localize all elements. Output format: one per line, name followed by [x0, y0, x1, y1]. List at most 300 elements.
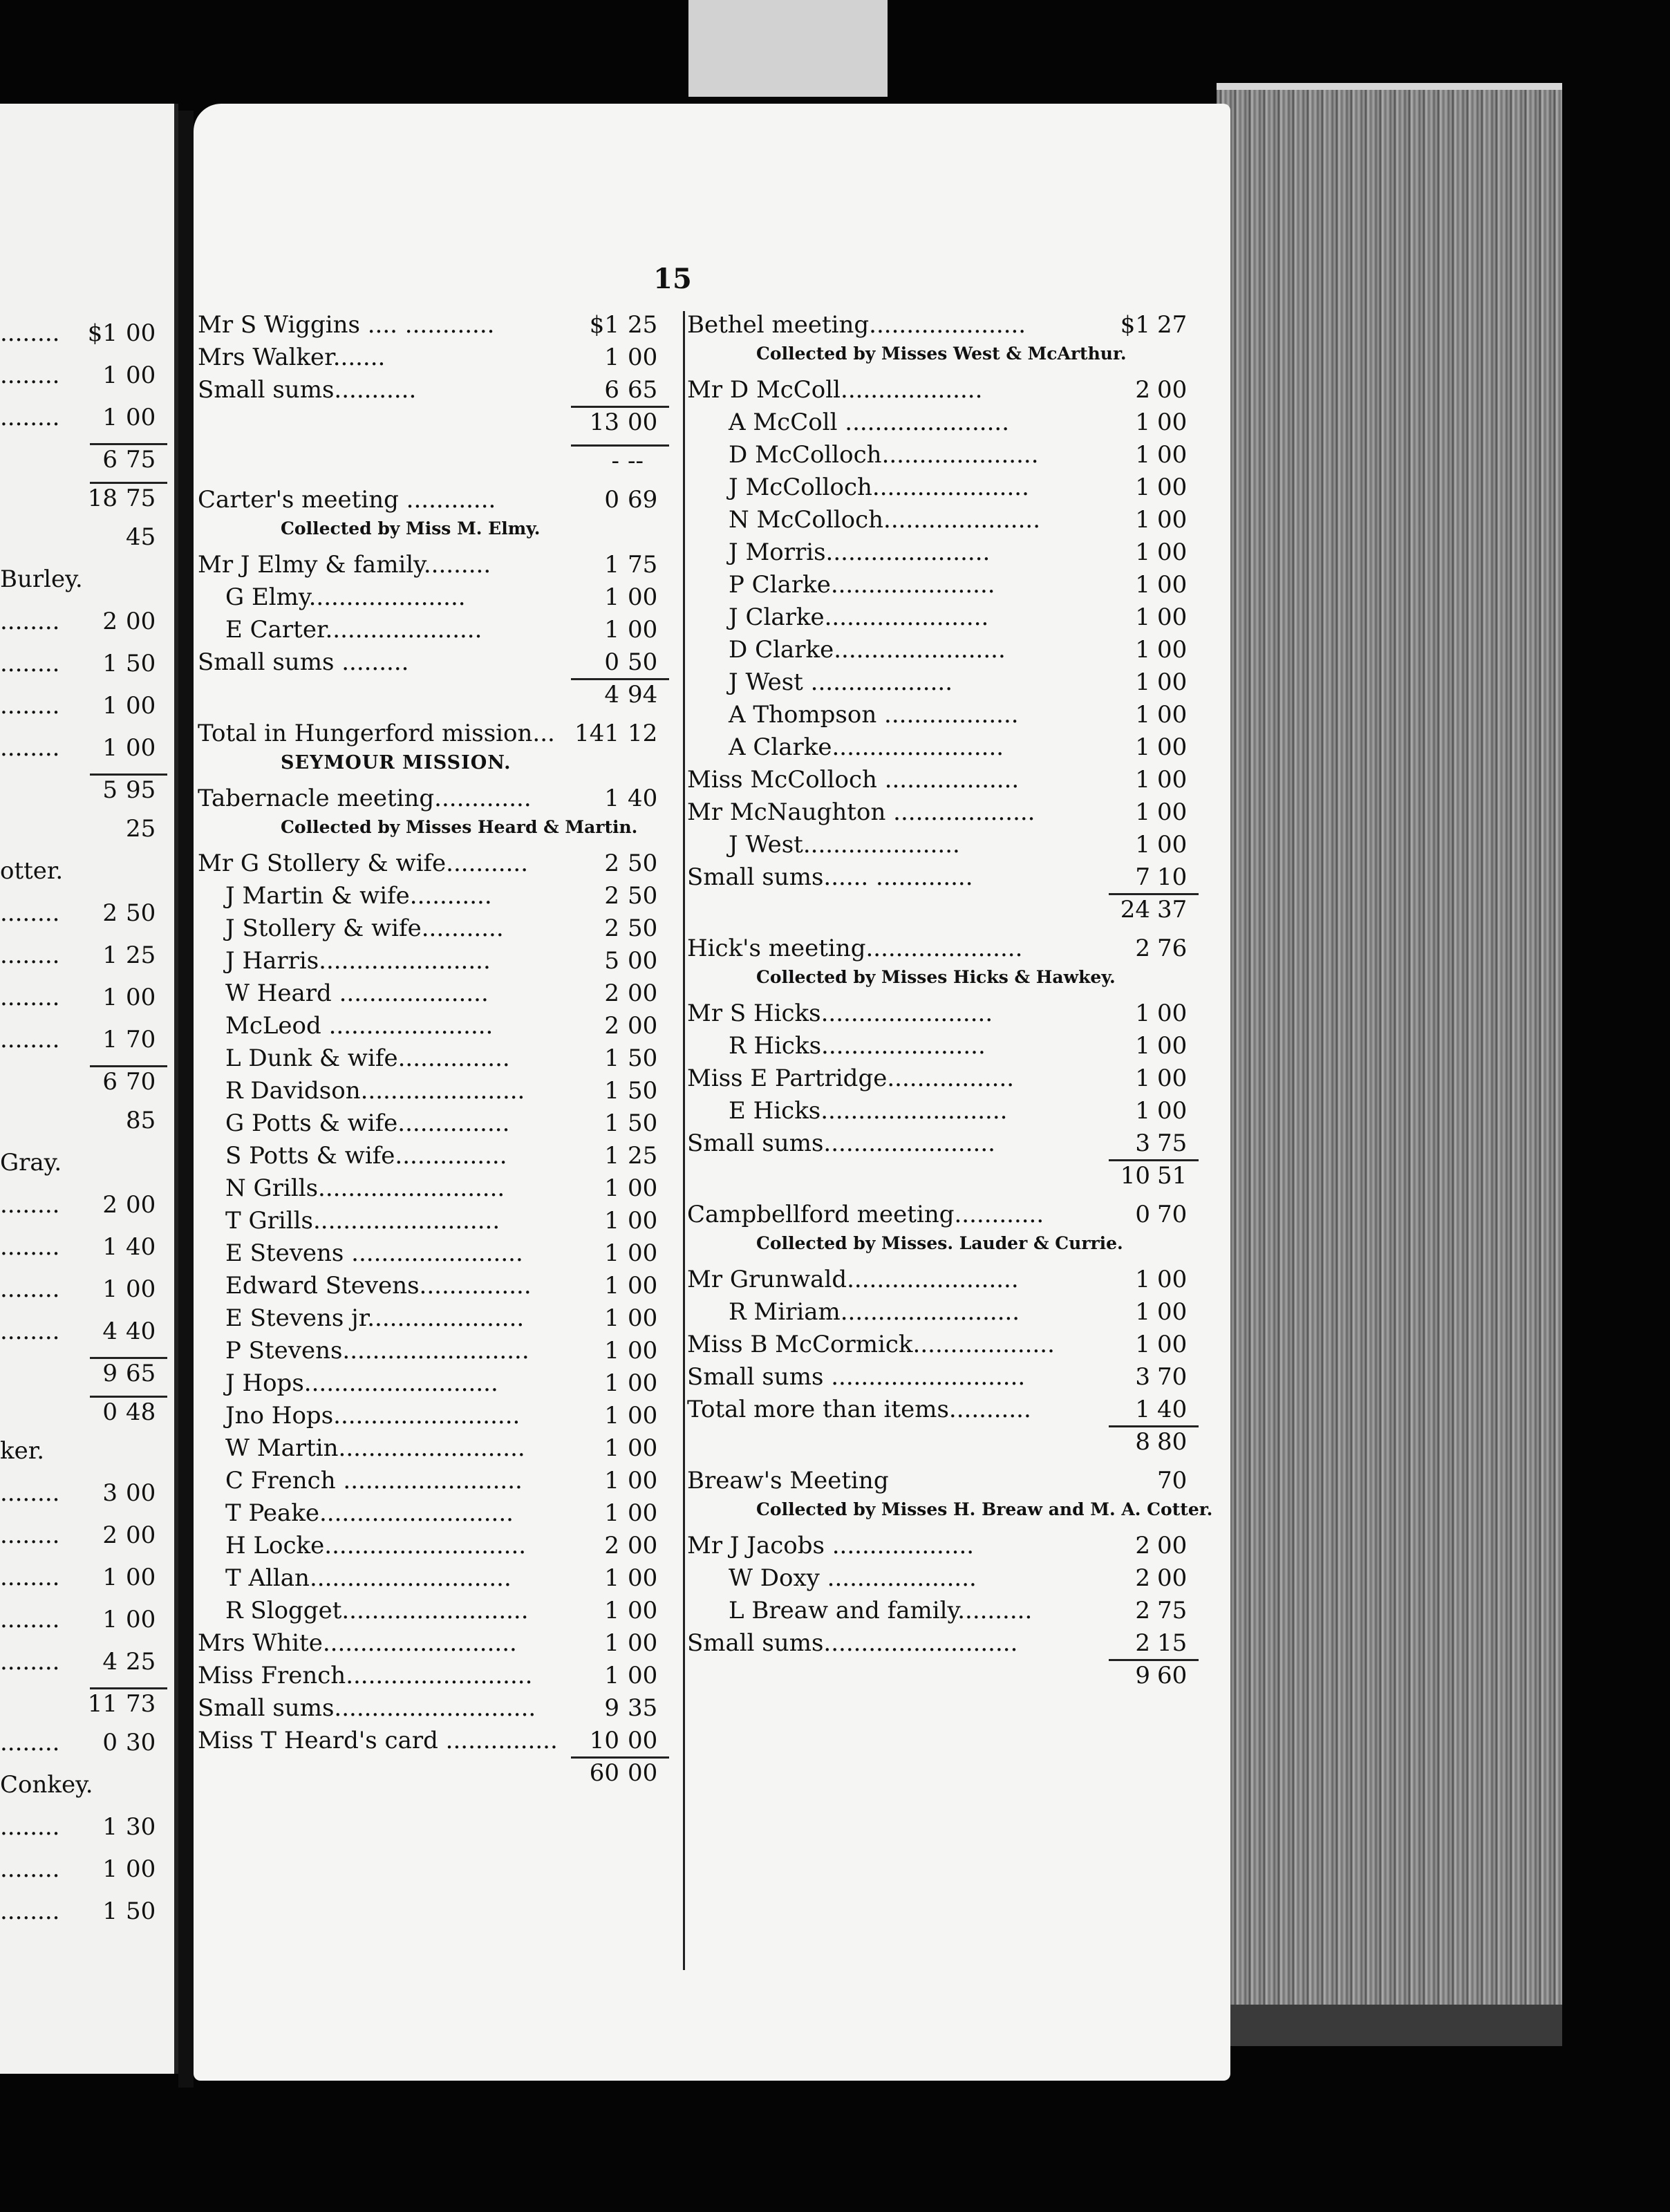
- column-divider: [683, 311, 685, 1970]
- entry-row: [687, 1097, 1199, 1130]
- amount-cents: 00: [1157, 1266, 1188, 1293]
- amount-cents: 40: [628, 785, 658, 812]
- sum-rule: [571, 444, 669, 447]
- amount-dollars: 1: [604, 616, 619, 644]
- entry-row: [0, 1855, 166, 1888]
- entry-label: W Doxy ....................: [729, 1564, 977, 1592]
- amount-dollars: -: [611, 447, 619, 475]
- entry-row: [198, 1207, 682, 1240]
- amount-dollars: 10: [589, 1727, 619, 1754]
- entry-label: A McColl ......................: [729, 409, 1010, 436]
- entry-label: J McColloch.....................: [729, 474, 1029, 501]
- amount-dollars: 2: [604, 1012, 619, 1040]
- amount-dollars: 1: [1135, 571, 1150, 599]
- amount-cents: 00: [628, 616, 658, 644]
- entry-label: Collected by Misses. Lauder & Currie.: [756, 1233, 1123, 1253]
- entry-row: [687, 1629, 1199, 1662]
- entry-row: [198, 1402, 682, 1435]
- entry-label: T Allan...........................: [225, 1564, 512, 1592]
- amount-cents: 00: [628, 1304, 658, 1332]
- subtotal-row: [687, 1662, 1199, 1695]
- sum-rule: [90, 774, 167, 776]
- amount-dollars: 1: [1135, 1298, 1150, 1326]
- amount-cents: 00: [126, 1606, 156, 1633]
- amount-cents: 50: [628, 1044, 658, 1072]
- amount-cents: 00: [628, 1012, 658, 1040]
- entry-row: [687, 1467, 1199, 1500]
- entry-row: [198, 1109, 682, 1143]
- entry-row: [687, 1032, 1199, 1065]
- amount-cents: 65: [126, 1360, 156, 1387]
- subtotal-row: [687, 896, 1199, 929]
- amount-dollars: 1: [604, 1142, 619, 1170]
- amount-dollars: 1: [604, 1272, 619, 1300]
- amount-cents: 00: [1157, 733, 1188, 761]
- subtotal-row: [198, 447, 682, 480]
- amount-cents: 40: [126, 1318, 156, 1345]
- entry-row: [687, 733, 1199, 767]
- sum-rule: [1109, 1425, 1199, 1427]
- entry-row: [0, 1729, 166, 1762]
- amount-dollars: 1: [604, 1662, 619, 1689]
- amount-dollars: 2: [604, 1532, 619, 1559]
- entry-label: W Martin.........................: [225, 1434, 525, 1462]
- amount-dollars: 1: [1135, 603, 1150, 631]
- amount-cents: 45: [126, 523, 156, 551]
- amount-dollars: 9: [604, 1694, 619, 1722]
- entry-label: Small sums...........................: [198, 1694, 536, 1722]
- amount-cents: 65: [628, 376, 658, 404]
- amount-dollars: 2: [604, 915, 619, 942]
- page-number: 15: [653, 263, 692, 295]
- entry-row: [198, 1564, 682, 1597]
- entry-label: SEYMOUR MISSION.: [281, 752, 512, 774]
- entry-label: T Grills.........................: [225, 1207, 500, 1235]
- amount-cents: 40: [126, 1233, 156, 1261]
- entry-row: [687, 1532, 1199, 1565]
- entry-label: R Davidson......................: [225, 1077, 525, 1105]
- entry-row: [687, 1201, 1199, 1234]
- collector-heading: [687, 1499, 1213, 1533]
- entry-row: [198, 915, 682, 948]
- amount-dollars: 1: [1135, 1396, 1150, 1423]
- entry-label: ........: [0, 941, 60, 969]
- amount-cents: 37: [1157, 896, 1188, 924]
- amount-cents: 30: [126, 1813, 156, 1841]
- amount-cents: 25: [126, 815, 156, 843]
- entry-row: [0, 1275, 166, 1309]
- sum-rule: [90, 1065, 167, 1067]
- subtotal-row: [687, 1162, 1199, 1195]
- amount-cents: 51: [1157, 1162, 1188, 1190]
- bookmark-tab: [688, 0, 888, 97]
- amount-dollars: 1: [1135, 701, 1150, 729]
- amount-cents: 00: [1157, 474, 1188, 501]
- entry-label: Collected by Misses West & McArthur.: [756, 344, 1127, 364]
- subtotal-row: [0, 776, 166, 809]
- entry-row: [687, 636, 1199, 669]
- entry-label: Tabernacle meeting.............: [198, 785, 532, 812]
- entry-label: Miss McColloch ..................: [687, 766, 1020, 794]
- amount-cents: 75: [628, 551, 658, 579]
- amount-cents: 00: [1157, 798, 1188, 826]
- entry-label: J Martin & wife...........: [225, 882, 492, 910]
- sum-rule: [90, 1396, 167, 1398]
- amount-dollars: 3: [1135, 1130, 1150, 1157]
- amount-cents: 00: [628, 1759, 658, 1787]
- amount-dollars: 2: [102, 1521, 118, 1549]
- entry-row: [687, 474, 1199, 507]
- amount-dollars: 1: [1135, 733, 1150, 761]
- entry-label: ........: [0, 1897, 60, 1925]
- entry-label: Small sums...........: [198, 376, 417, 404]
- entry-row: [0, 319, 166, 353]
- amount-cents: 00: [126, 1275, 156, 1303]
- amount-cents: 00: [628, 947, 658, 975]
- entry-row: [687, 1564, 1199, 1597]
- entry-row: [687, 506, 1199, 539]
- entry-row: [198, 616, 682, 649]
- entry-row: [198, 486, 682, 519]
- entry-row: [198, 1434, 682, 1468]
- entry-label: E Stevens .......................: [225, 1239, 523, 1267]
- amount-dollars: 1: [604, 1564, 619, 1592]
- amount-dollars: 1: [102, 941, 118, 969]
- entry-row: [0, 941, 166, 975]
- entry-row: [198, 583, 682, 617]
- entry-row: [687, 1130, 1199, 1163]
- amount-cents: 00: [628, 980, 658, 1007]
- entry-label: ........: [0, 734, 60, 762]
- amount-cents: 50: [628, 1109, 658, 1137]
- entry-label: E Hicks.........................: [729, 1097, 1008, 1125]
- entry-label: Burley.: [0, 565, 83, 593]
- amount-dollars: 1: [1135, 474, 1150, 501]
- entry-row: [198, 551, 682, 584]
- entry-row: [0, 899, 166, 932]
- amount-dollars: $1: [1120, 311, 1150, 339]
- amount-dollars: 2: [1135, 1597, 1150, 1624]
- sum-rule: [1109, 1659, 1199, 1661]
- entry-row: [0, 1437, 166, 1470]
- entry-row: [0, 650, 166, 683]
- entry-label: Mrs Walker.......: [198, 344, 386, 371]
- amount-cents: 00: [126, 404, 156, 431]
- amount-cents: 00: [628, 1207, 658, 1235]
- entry-label: R Hicks......................: [729, 1032, 986, 1060]
- entry-row: [0, 608, 166, 641]
- amount-cents: 94: [628, 681, 658, 709]
- amount-dollars: $1: [87, 319, 118, 347]
- amount-dollars: 7: [1135, 863, 1150, 891]
- subtotal-row: [198, 681, 682, 714]
- sum-rule: [90, 443, 167, 445]
- entry-label: J Clarke......................: [729, 603, 989, 631]
- entry-label: Mrs White..........................: [198, 1629, 517, 1657]
- amount-dollars: 1: [1135, 506, 1150, 534]
- amount-cents: 00: [1157, 376, 1188, 404]
- entry-label: J West ...................: [729, 668, 953, 696]
- amount-cents: 75: [126, 446, 156, 474]
- amount-dollars: 1: [604, 1304, 619, 1332]
- sum-rule: [90, 482, 167, 484]
- amount-dollars: 2: [604, 850, 619, 877]
- entry-label: ........: [0, 1026, 60, 1053]
- amount-cents: 00: [126, 319, 156, 347]
- amount-cents: 00: [1157, 603, 1188, 631]
- amount-dollars: 1: [604, 1499, 619, 1527]
- amount-cents: 00: [126, 1479, 156, 1507]
- entry-label: G Potts & wife...............: [225, 1109, 510, 1137]
- collector-heading: [687, 967, 1199, 1000]
- amount-dollars: 9: [1135, 1662, 1150, 1689]
- entry-label: Miss T Heard's card ...............: [198, 1727, 558, 1754]
- amount-cents: 50: [628, 882, 658, 910]
- amount-dollars: 1: [102, 1606, 118, 1633]
- amount-dollars: 1: [102, 984, 118, 1011]
- amount-dollars: 2: [102, 608, 118, 635]
- sum-rule: [90, 1687, 167, 1689]
- subtotal-row: [198, 409, 682, 442]
- entry-label: Small sums ..........................: [687, 1363, 1026, 1391]
- entry-row: [687, 831, 1199, 864]
- amount-dollars: 2: [1135, 1564, 1150, 1592]
- amount-cents: 48: [126, 1398, 156, 1426]
- entry-row: [198, 720, 682, 753]
- amount-dollars: 1: [102, 1813, 118, 1841]
- amount-dollars: 4: [604, 681, 619, 709]
- amount-dollars: 24: [1120, 896, 1150, 924]
- amount-cents: 00: [1157, 1000, 1188, 1027]
- entry-label: Mr S Wiggins .... ............: [198, 311, 495, 339]
- entry-row: [198, 1304, 682, 1338]
- amount-cents: 00: [628, 1402, 658, 1430]
- entry-label: ........: [0, 1606, 60, 1633]
- entry-row: [198, 1467, 682, 1500]
- amount-dollars: 1: [604, 1174, 619, 1202]
- entry-row: [0, 1191, 166, 1224]
- amount-cents: 85: [126, 1107, 156, 1134]
- amount-dollars: 0: [102, 1398, 118, 1426]
- entry-row: [198, 850, 682, 883]
- amount-cents: 00: [628, 1337, 658, 1365]
- amount-cents: 00: [126, 362, 156, 389]
- entry-row: [0, 1107, 166, 1140]
- amount-dollars: 11: [87, 1690, 118, 1718]
- entry-row: [198, 1597, 682, 1630]
- entry-label: Carter's meeting ............: [198, 486, 496, 514]
- collector-heading: [198, 817, 682, 850]
- amount-dollars: 1: [1135, 1032, 1150, 1060]
- entry-row: [198, 947, 682, 980]
- entry-label: ........: [0, 404, 60, 431]
- amount-dollars: 2: [1135, 935, 1150, 962]
- entry-row: [687, 1396, 1199, 1429]
- entry-row: [0, 1813, 166, 1846]
- collector-heading: [687, 344, 1199, 377]
- amount-dollars: 1: [102, 1855, 118, 1883]
- subtotal-row: [0, 446, 166, 479]
- amount-cents: 50: [126, 1897, 156, 1925]
- amount-dollars: 1: [1135, 1331, 1150, 1358]
- amount-dollars: 2: [1135, 376, 1150, 404]
- amount-cents: 76: [1157, 935, 1188, 962]
- amount-dollars: 10: [1120, 1162, 1150, 1190]
- entry-label: Hick's meeting.....................: [687, 935, 1023, 962]
- amount-dollars: 2: [1135, 1629, 1150, 1657]
- entry-label: ........: [0, 984, 60, 1011]
- amount-dollars: 0: [604, 648, 619, 676]
- entry-row: [198, 1272, 682, 1305]
- entry-label: L Breaw and family..........: [729, 1597, 1033, 1624]
- sum-rule: [571, 678, 669, 680]
- entry-row: [198, 1044, 682, 1078]
- entry-label: J Stollery & wife...........: [225, 915, 504, 942]
- entry-row: [198, 1662, 682, 1695]
- amount-dollars: 1: [102, 1564, 118, 1591]
- sum-rule: [571, 1756, 669, 1759]
- sum-rule: [1109, 893, 1199, 895]
- amount-cents: 50: [126, 899, 156, 927]
- amount-dollars: 3: [1135, 1363, 1150, 1391]
- entry-row: [687, 441, 1199, 474]
- entry-row: [198, 648, 682, 682]
- entry-label: Small sums.......................: [687, 1130, 995, 1157]
- entry-row: [687, 571, 1199, 604]
- entry-label: T Peake..........................: [225, 1499, 514, 1527]
- amount-cents: 00: [628, 1467, 658, 1494]
- entry-label: ........: [0, 319, 60, 347]
- amount-cents: 70: [126, 1026, 156, 1053]
- page-edges-shadow: [1230, 2005, 1562, 2046]
- entry-row: [687, 1363, 1199, 1396]
- amount-dollars: 60: [589, 1759, 619, 1787]
- amount-dollars: 1: [102, 1897, 118, 1925]
- entry-row: [198, 1012, 682, 1045]
- entry-label: Conkey.: [0, 1771, 93, 1799]
- amount-dollars: 9: [102, 1360, 118, 1387]
- entry-row: [198, 980, 682, 1013]
- amount-dollars: 1: [1135, 441, 1150, 469]
- amount-dollars: 1: [102, 650, 118, 677]
- entry-row: [687, 1065, 1199, 1098]
- entry-row: [198, 1694, 682, 1727]
- entry-row: [687, 311, 1199, 344]
- entry-row: [687, 668, 1199, 702]
- entry-label: J Harris.......................: [225, 947, 491, 975]
- amount-cents: 15: [1157, 1629, 1188, 1657]
- amount-dollars: 1: [102, 734, 118, 762]
- amount-dollars: 8: [1135, 1428, 1150, 1456]
- amount-cents: 00: [628, 1597, 658, 1624]
- entry-row: [687, 935, 1199, 968]
- amount-dollars: 1: [604, 551, 619, 579]
- amount-dollars: 1: [604, 1629, 619, 1657]
- amount-cents: 00: [1157, 1097, 1188, 1125]
- entry-label: E Stevens jr.....................: [225, 1304, 525, 1332]
- entry-row: [198, 1174, 682, 1208]
- sum-rule: [1109, 1159, 1199, 1161]
- entry-label: Campbellford meeting............: [687, 1201, 1044, 1228]
- amount-cents: 00: [1157, 766, 1188, 794]
- entry-row: [687, 1331, 1199, 1364]
- amount-cents: 00: [126, 734, 156, 762]
- amount-cents: 25: [628, 1142, 658, 1170]
- entry-label: ........: [0, 1521, 60, 1549]
- entry-row: [687, 1298, 1199, 1331]
- amount-dollars: 1: [1135, 538, 1150, 566]
- entry-row: [687, 701, 1199, 734]
- amount-cents: 00: [126, 692, 156, 720]
- entry-row: [0, 523, 166, 556]
- amount-dollars: 2: [604, 882, 619, 910]
- amount-dollars: 1: [1135, 831, 1150, 859]
- entry-row: [0, 734, 166, 767]
- entry-label: H Locke...........................: [225, 1532, 527, 1559]
- amount-dollars: 1: [604, 1467, 619, 1494]
- entry-row: [687, 798, 1199, 832]
- entry-row: [0, 362, 166, 395]
- entry-row: [0, 1149, 166, 1182]
- entry-row: [0, 404, 166, 437]
- entry-label: ........: [0, 1855, 60, 1883]
- entry-label: Collected by Misses Hicks & Hawkey.: [756, 967, 1116, 987]
- amount-cents: 00: [628, 1369, 658, 1397]
- entry-label: Collected by Misses Heard & Martin.: [281, 817, 638, 837]
- subtotal-row: [0, 485, 166, 518]
- amount-dollars: 4: [102, 1318, 118, 1345]
- entry-label: P Stevens.........................: [225, 1337, 529, 1365]
- section-heading: [198, 752, 682, 785]
- amount-cents: 50: [628, 915, 658, 942]
- amount-cents: 50: [126, 650, 156, 677]
- left-page-column: [0, 319, 166, 1978]
- entry-label: N Grills.........................: [225, 1174, 505, 1202]
- entry-row: [687, 863, 1199, 897]
- amount-cents: 00: [1157, 1298, 1188, 1326]
- amount-cents: 00: [126, 608, 156, 635]
- entry-label: ........: [0, 1648, 60, 1676]
- amount-cents: 70: [1157, 1201, 1188, 1228]
- amount-cents: 00: [1157, 506, 1188, 534]
- amount-dollars: 1: [604, 1077, 619, 1105]
- amount-cents: 00: [628, 1564, 658, 1592]
- amount-cents: 73: [126, 1690, 156, 1718]
- entry-row: [0, 1564, 166, 1597]
- amount-cents: 00: [1157, 831, 1188, 859]
- amount-cents: 00: [1157, 1532, 1188, 1559]
- entry-row: [198, 1727, 682, 1760]
- amount-cents: 00: [628, 1272, 658, 1300]
- amount-cents: 60: [1157, 1662, 1188, 1689]
- amount-cents: 00: [628, 409, 658, 436]
- amount-cents: 00: [1157, 538, 1188, 566]
- amount-cents: 75: [1157, 1597, 1188, 1624]
- amount-cents: 75: [126, 485, 156, 512]
- entry-label: ........: [0, 608, 60, 635]
- amount-dollars: 1: [102, 1275, 118, 1303]
- entry-label: R Miriam........................: [729, 1298, 1020, 1326]
- entry-row: [0, 1479, 166, 1512]
- amount-cents: 70: [1157, 1467, 1188, 1494]
- amount-dollars: 1: [604, 1597, 619, 1624]
- amount-dollars: 1: [604, 1434, 619, 1462]
- entry-row: [198, 344, 682, 377]
- entry-row: [198, 1239, 682, 1273]
- amount-cents: 12: [628, 720, 658, 747]
- amount-dollars: 0: [604, 486, 619, 514]
- amount-dollars: $1: [589, 311, 619, 339]
